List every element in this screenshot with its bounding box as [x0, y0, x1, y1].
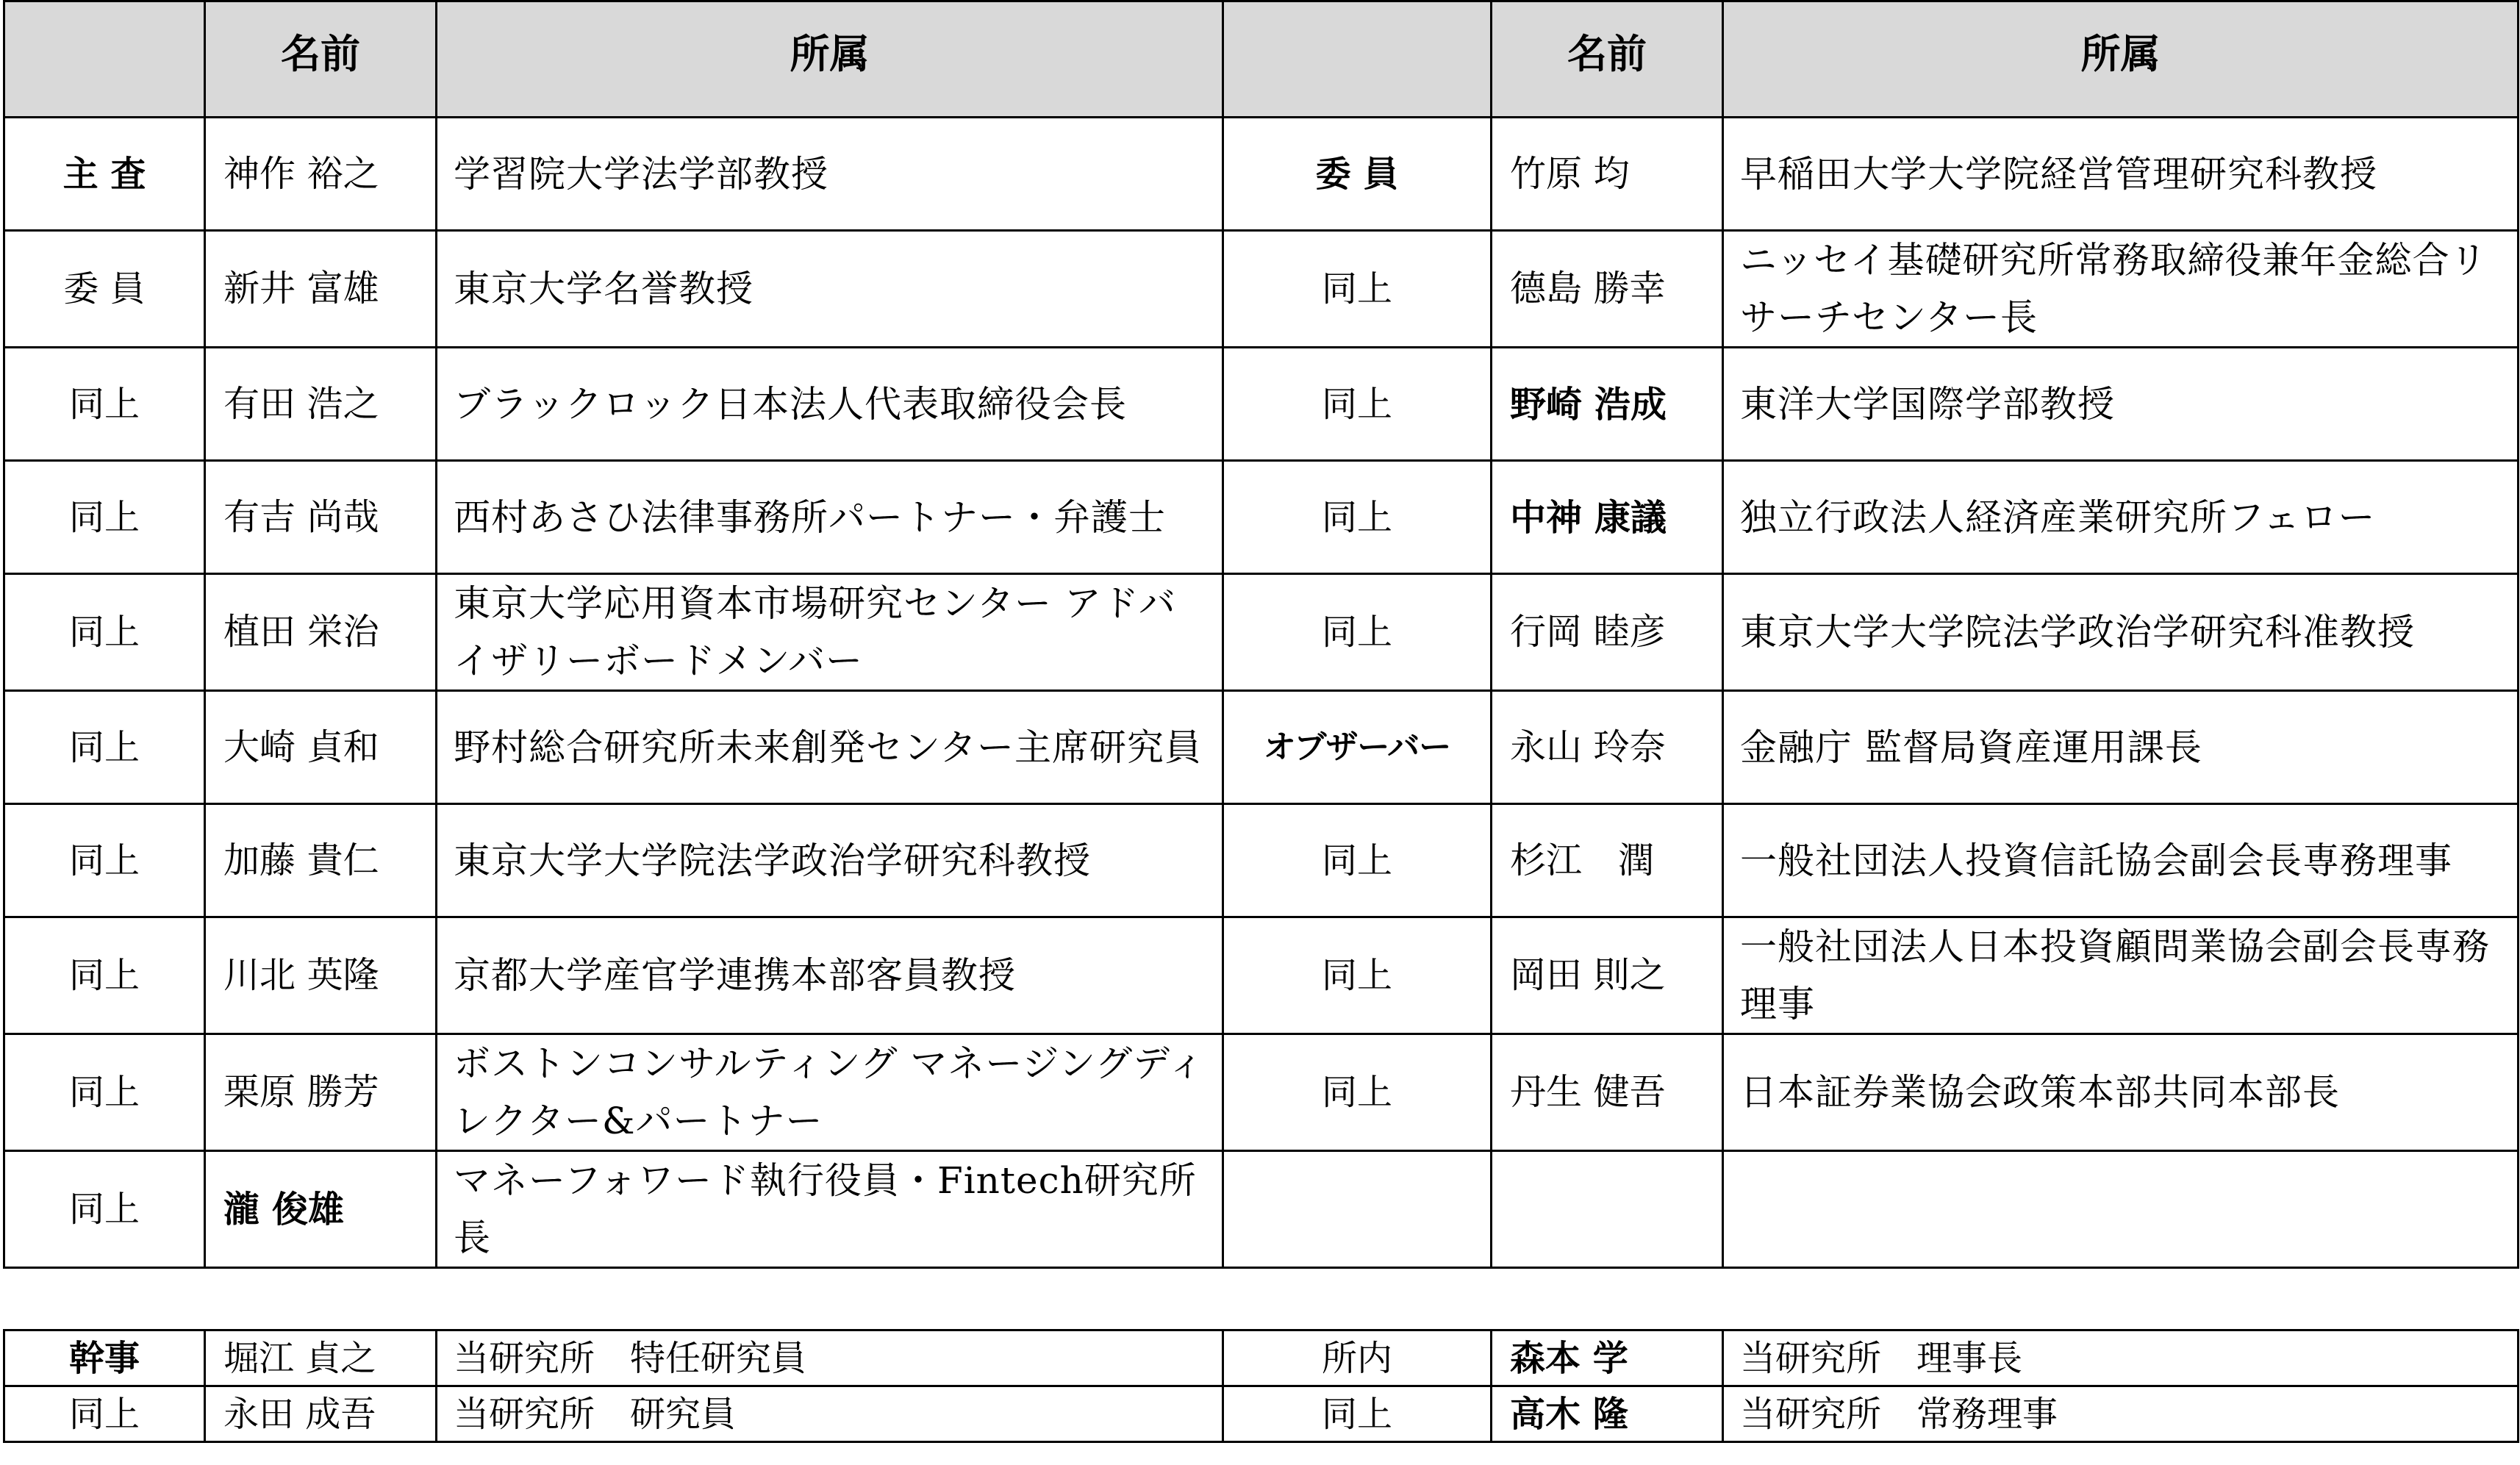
- table-row: [4, 1034, 2519, 1151]
- affiliation-cell: ブラックロック日本法人代表取締役会長: [437, 348, 1223, 461]
- name-cell: 野崎 浩成: [1492, 348, 1723, 461]
- role-cell: 同上: [1223, 231, 1492, 348]
- affiliation-cell: 当研究所 特任研究員: [437, 1330, 1223, 1386]
- role-cell: 主 査: [4, 118, 205, 231]
- header-affiliation-right: 所属: [1723, 1, 2519, 118]
- name-cell: [1492, 1151, 1723, 1268]
- role-cell: 同上: [1223, 917, 1492, 1034]
- table-row: [4, 804, 2519, 917]
- table-row: [4, 461, 2519, 574]
- role-cell: 同上: [1223, 574, 1492, 691]
- header-name-left: 名前: [205, 1, 437, 118]
- affiliation-cell: 東京大学名誉教授: [437, 231, 1223, 348]
- role-cell: 委 員: [4, 231, 205, 348]
- table-row: [4, 917, 2519, 1034]
- affiliation-cell: 金融庁 監督局資産運用課長: [1723, 691, 2519, 804]
- affiliation-cell: 独立行政法人経済産業研究所フェロー: [1723, 461, 2519, 574]
- role-cell: 同上: [1223, 1386, 1492, 1442]
- table-row: [4, 231, 2519, 348]
- name-cell: 堀江 貞之: [205, 1330, 437, 1386]
- table-row: [4, 1151, 2519, 1268]
- role-cell: 同上: [4, 691, 205, 804]
- affiliation-cell: 当研究所 常務理事: [1723, 1386, 2519, 1442]
- name-cell: 新井 富雄: [205, 231, 437, 348]
- role-cell: 同上: [4, 1386, 205, 1442]
- affiliation-cell: [1723, 1151, 2519, 1268]
- name-cell: 岡田 則之: [1492, 917, 1723, 1034]
- role-cell: 同上: [4, 1034, 205, 1151]
- role-cell: 同上: [4, 461, 205, 574]
- header-role-right: [1223, 1, 1492, 118]
- members-table: [3, 0, 2519, 1269]
- affiliation-cell: ボストンコンサルティング マネージングディレクター&パートナー: [437, 1034, 1223, 1151]
- role-cell: 委 員: [1223, 118, 1492, 231]
- role-cell: 同上: [4, 804, 205, 917]
- name-cell: 高木 隆: [1492, 1386, 1723, 1442]
- role-cell: 同上: [4, 348, 205, 461]
- name-cell: 瀧 俊雄: [205, 1151, 437, 1268]
- affiliation-cell: マネーフォワード執行役員・Fintech研究所長: [437, 1151, 1223, 1268]
- role-cell: 同上: [4, 917, 205, 1034]
- role-cell: 同上: [4, 1151, 205, 1268]
- name-cell: 杉江 潤: [1492, 804, 1723, 917]
- header-role-left: [4, 1, 205, 118]
- affiliation-cell: 早稲田大学大学院経営管理研究科教授: [1723, 118, 2519, 231]
- table-row: [4, 1330, 2519, 1386]
- table-row: [4, 691, 2519, 804]
- affiliation-cell: 東洋大学国際学部教授: [1723, 348, 2519, 461]
- role-cell: オブザーバー: [1223, 691, 1492, 804]
- name-cell: 植田 栄治: [205, 574, 437, 691]
- affiliation-cell: 野村総合研究所未来創発センター主席研究員: [437, 691, 1223, 804]
- name-cell: 神作 裕之: [205, 118, 437, 231]
- name-cell: 丹生 健吾: [1492, 1034, 1723, 1151]
- name-cell: 德島 勝幸: [1492, 231, 1723, 348]
- name-cell: 有田 浩之: [205, 348, 437, 461]
- affiliation-cell: 京都大学産官学連携本部客員教授: [437, 917, 1223, 1034]
- committee-roster: [3, 0, 2517, 1435]
- header-row: [4, 1, 2519, 118]
- role-cell: 同上: [4, 574, 205, 691]
- name-cell: 竹原 均: [1492, 118, 1723, 231]
- affiliation-cell: 一般社団法人投資信託協会副会長専務理事: [1723, 804, 2519, 917]
- header-affiliation-left: 所属: [437, 1, 1223, 118]
- affiliation-cell: 学習院大学法学部教授: [437, 118, 1223, 231]
- role-cell: 同上: [1223, 804, 1492, 917]
- role-cell: [1223, 1151, 1492, 1268]
- affiliation-cell: 日本証券業協会政策本部共同本部長: [1723, 1034, 2519, 1151]
- affiliation-cell: 東京大学応用資本市場研究センター アドバイザリーボードメンバー: [437, 574, 1223, 691]
- role-cell: 所内: [1223, 1330, 1492, 1386]
- name-cell: 永山 玲奈: [1492, 691, 1723, 804]
- name-cell: 行岡 睦彦: [1492, 574, 1723, 691]
- name-cell: 永田 成吾: [205, 1386, 437, 1442]
- affiliation-cell: ニッセイ基礎研究所常務取締役兼年金総合リサーチセンター長: [1723, 231, 2519, 348]
- affiliation-cell: 東京大学大学院法学政治学研究科教授: [437, 804, 1223, 917]
- name-cell: 森本 学: [1492, 1330, 1723, 1386]
- role-cell: 同上: [1223, 461, 1492, 574]
- affiliation-cell: 当研究所 理事長: [1723, 1330, 2519, 1386]
- name-cell: 加藤 貴仁: [205, 804, 437, 917]
- staff-table: [3, 1329, 2519, 1443]
- table-row: [4, 574, 2519, 691]
- name-cell: 大崎 貞和: [205, 691, 437, 804]
- name-cell: 中神 康議: [1492, 461, 1723, 574]
- affiliation-cell: 一般社団法人日本投資顧問業協会副会長専務理事: [1723, 917, 2519, 1034]
- table-row: [4, 118, 2519, 231]
- name-cell: 栗原 勝芳: [205, 1034, 437, 1151]
- name-cell: 川北 英隆: [205, 917, 437, 1034]
- affiliation-cell: 西村あさひ法律事務所パートナー・弁護士: [437, 461, 1223, 574]
- table-row: [4, 348, 2519, 461]
- role-cell: 同上: [1223, 348, 1492, 461]
- name-cell: 有吉 尚哉: [205, 461, 437, 574]
- header-name-right: 名前: [1492, 1, 1723, 118]
- role-cell: 同上: [1223, 1034, 1492, 1151]
- affiliation-cell: 東京大学大学院法学政治学研究科准教授: [1723, 574, 2519, 691]
- affiliation-cell: 当研究所 研究員: [437, 1386, 1223, 1442]
- role-cell: 幹事: [4, 1330, 205, 1386]
- table-row: [4, 1386, 2519, 1442]
